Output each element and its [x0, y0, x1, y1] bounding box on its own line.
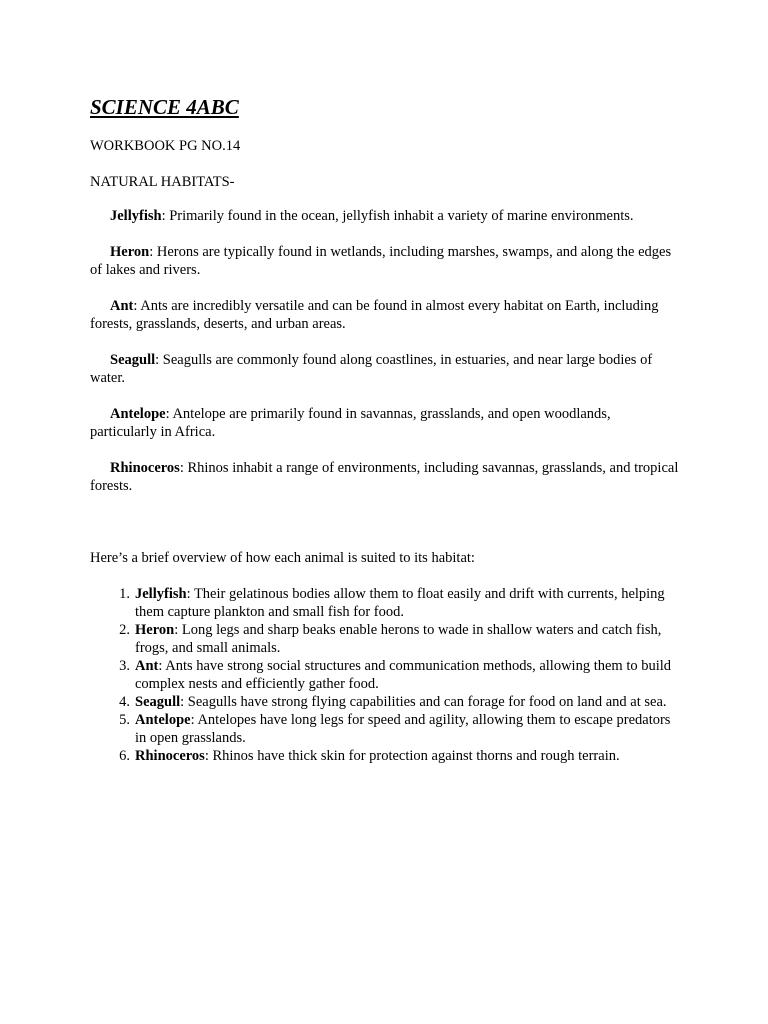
animal-name: Seagull: [135, 694, 181, 710]
list-item: [119, 585, 680, 621]
list-number: 4.: [119, 694, 130, 710]
animal-name: Seagull: [110, 352, 156, 368]
habitat-description: : Herons are typically found in wetlands, including marshes, swamps, and along the edges of lakes and rivers.: [90, 244, 672, 278]
habitat-paragraph: [90, 351, 680, 387]
habitat-paragraph: [90, 459, 680, 495]
list-item: [119, 711, 680, 747]
animal-name: Heron: [110, 244, 150, 260]
list-number: 3.: [119, 658, 130, 674]
animal-name: Rhinoceros: [135, 748, 205, 764]
adaptation-description: : Their gelatinous bodies allow them to float easily and drift with currents, helping them capture plankton and small fish for food.: [135, 586, 665, 620]
habitat-paragraph: [90, 243, 680, 279]
animal-name: Antelope: [110, 406, 166, 422]
adaptation-list: [90, 585, 680, 765]
adaptation-description: : Long legs and sharp beaks enable herons to wade in shallow waters and catch fish, frogs, and small animals.: [135, 622, 662, 656]
habitat-description: : Antelope are primarily found in savannas, grasslands, and open woodlands, particularly in Africa.: [90, 406, 611, 440]
habitat-paragraph: [90, 405, 680, 441]
list-number: 6.: [119, 748, 130, 764]
habitat-paragraph: [90, 297, 680, 333]
list-number: 2.: [119, 622, 130, 638]
document-title: SCIENCE 4ABC: [90, 95, 239, 119]
animal-name: Antelope: [135, 712, 191, 728]
habitat-description: : Rhinos inhabit a range of environments, including savannas, grasslands, and tropical forests.: [90, 460, 679, 494]
adaptation-description: : Rhinos have thick skin for protection against thorns and rough terrain.: [204, 748, 620, 764]
list-item: [119, 747, 680, 765]
list-number: 1.: [119, 586, 130, 602]
habitat-description: : Seagulls are commonly found along coastlines, in estuaries, and near large bodies of water.: [90, 352, 653, 386]
habitat-list: [90, 207, 680, 495]
adaptation-description: : Ants have strong social structures and communication methods, allowing them to build complex nests and efficiently gather food.: [135, 658, 672, 692]
animal-name: Ant: [135, 658, 159, 674]
list-item: [119, 621, 680, 657]
overview-intro: Here’s a brief overview of how each animal is suited to its habitat:: [90, 550, 475, 566]
document-body: [90, 93, 680, 765]
adaptation-description: : Seagulls have strong flying capabilities and can forage for food on land and at sea.: [180, 694, 667, 710]
animal-name: Heron: [135, 622, 175, 638]
animal-name: Ant: [110, 298, 134, 314]
section-heading: NATURAL HABITATS-: [90, 174, 235, 190]
animal-name: Jellyfish: [110, 208, 162, 224]
adaptation-description: : Antelopes have long legs for speed and agility, allowing them to escape predators in open grasslands.: [135, 712, 671, 746]
list-item: [119, 693, 680, 711]
workbook-page-reference: WORKBOOK PG NO.14: [90, 138, 241, 154]
habitat-paragraph: [90, 207, 680, 225]
animal-name: Rhinoceros: [110, 460, 180, 476]
habitat-description: : Primarily found in the ocean, jellyfish inhabit a variety of marine environments.: [161, 208, 634, 224]
habitat-description: : Ants are incredibly versatile and can be found in almost every habitat on Earth, including forests, grasslands, deserts, and urban areas.: [90, 298, 659, 332]
animal-name: Jellyfish: [135, 586, 187, 602]
list-item: [119, 657, 680, 693]
list-number: 5.: [119, 712, 130, 728]
